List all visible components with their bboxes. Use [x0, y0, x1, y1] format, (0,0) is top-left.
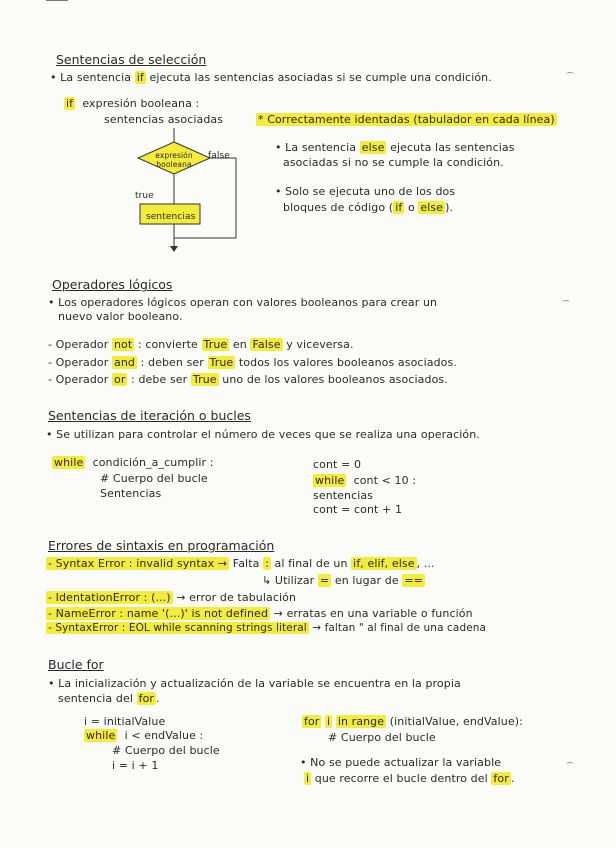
scan-artifact-line	[46, 0, 68, 1]
for-intro-cont	[58, 692, 160, 705]
text: * Correctamente identadas (tabulador en cada línea)	[258, 113, 555, 126]
else-bullet-cont: asociadas si no se cumple la condición.	[283, 156, 504, 169]
text: al final de un	[274, 557, 348, 570]
text: .	[510, 772, 515, 785]
text: .	[156, 692, 160, 705]
text: → error de tabulación	[176, 591, 297, 604]
example-increment: cont = cont + 1	[313, 503, 403, 516]
keyword-if: if	[136, 71, 144, 84]
assoc-line	[104, 113, 223, 126]
example-body: sentencias	[313, 489, 374, 502]
operadores-intro: • Los operadores lógicos operan con valores booleanos para crear un	[48, 296, 438, 309]
keyword-or: or	[113, 373, 126, 386]
for-while-body: # Cuerpo del bucle	[112, 744, 220, 757]
section-title-seleccion: Sentencias de selección	[56, 52, 207, 67]
for-init: i = initialValue	[84, 715, 166, 728]
decision-label: expresión booleana	[155, 151, 193, 169]
for-syntax	[302, 715, 523, 728]
action-label: sentencias	[146, 212, 196, 222]
for-note: • No se puede actualizar la variable	[300, 756, 502, 769]
text: cont < 10 :	[353, 474, 417, 487]
error-syntax	[46, 557, 435, 570]
text: - Operador	[48, 356, 109, 369]
value-false: False	[252, 338, 281, 351]
keyword-if: if	[66, 97, 74, 110]
error-indentation	[46, 591, 296, 604]
operator-or	[48, 373, 448, 386]
error-eol	[46, 622, 486, 635]
margin-mark	[562, 300, 570, 304]
symbol-colon: :	[265, 557, 269, 570]
while-body-comment: # Cuerpo del bucle	[100, 472, 208, 485]
text: condición_a_cumplir :	[92, 456, 214, 469]
text: : deben ser	[140, 356, 204, 369]
for-while	[84, 729, 203, 742]
section-title-bucles: Sentencias de iteración o bucles	[48, 408, 251, 423]
example-init: cont = 0	[313, 458, 362, 471]
while-syntax	[52, 456, 214, 469]
true-label: true	[135, 191, 154, 201]
bucles-intro: • Se utilizan para controlar el número de veces que se realiza una operación.	[46, 428, 480, 441]
for-body: # Cuerpo del bucle	[328, 731, 436, 744]
variable-i: i	[327, 715, 331, 728]
text: • La sentencia	[275, 141, 357, 154]
error-syntax-assign	[262, 574, 425, 587]
indent-note	[256, 113, 557, 126]
text: , ...	[416, 557, 435, 570]
operator-and	[48, 356, 457, 369]
text: en	[232, 338, 247, 351]
margin-mark	[566, 72, 574, 76]
keyword-while: while	[315, 474, 345, 487]
else-bullet	[275, 141, 515, 154]
flow-arrow-head	[170, 246, 178, 252]
keyword-for: for	[138, 692, 155, 705]
keyword-for: for	[304, 715, 320, 728]
keyword-while: while	[54, 456, 84, 469]
while-body: Sentencias	[100, 487, 162, 500]
keyword-else: else	[361, 141, 385, 154]
section-title-for: Bucle for	[48, 657, 104, 672]
section-title-operadores: Operadores lógicos	[52, 277, 173, 292]
for-while-inc: i = i + 1	[112, 759, 159, 772]
text: → faltan " al final de una cadena	[312, 622, 487, 634]
keyword-else: else	[420, 201, 444, 214]
text: : debe ser	[131, 373, 188, 386]
text: (initialValue, endValue):	[389, 715, 523, 728]
text: uno de los valores booleanos asociados.	[222, 373, 448, 386]
text: ).	[445, 201, 454, 214]
text: expresión booleana :	[82, 97, 200, 110]
text: Falta	[232, 557, 260, 570]
text: : convierte	[137, 338, 198, 351]
error-name: - SyntaxError : EOL while scanning strings literal	[48, 622, 307, 634]
text: sentencia del	[58, 692, 133, 705]
error-name: - NameError : name '(...)' is not defined	[48, 607, 269, 620]
operator-not	[48, 338, 354, 351]
error-name: - IdentationError : (...)	[48, 591, 171, 604]
text: → erratas en una variable o función	[273, 607, 473, 620]
margin-mark	[566, 762, 574, 766]
text: • La sentencia	[50, 71, 132, 84]
text: i < endValue :	[124, 729, 204, 742]
value-true: True	[209, 356, 234, 369]
text: ejecuta las sentencias asociadas si se cumple una condición.	[149, 71, 492, 84]
keyword-if: if	[395, 201, 403, 214]
for-intro: • La inicialización y actualización de la variable se encuentra en la propia	[48, 677, 461, 690]
section-title-errores: Errores de sintaxis en programación	[48, 538, 275, 553]
for-note-cont	[304, 772, 514, 785]
text: bloques de código (	[283, 201, 394, 214]
keywords-if-elif-else: if, elif, else	[353, 557, 415, 570]
seleccion-intro	[50, 71, 492, 84]
example-while	[313, 474, 416, 487]
text: en lugar de	[334, 574, 399, 587]
only-one-bullet-cont	[283, 201, 453, 214]
value-true: True	[192, 373, 217, 386]
if-syntax-line	[64, 97, 199, 110]
keyword-while: while	[86, 729, 116, 742]
symbol-double-equals: ==	[404, 574, 423, 587]
text: ↳ Utilizar	[262, 574, 315, 587]
text: - Operador	[48, 373, 109, 386]
variable-i: i	[306, 772, 310, 785]
keyword-in-range: in range	[337, 715, 385, 728]
only-one-bullet: • Solo se ejecuta uno de los dos	[275, 185, 456, 198]
text: - Operador	[48, 338, 109, 351]
operadores-intro-cont: nuevo valor booleano.	[58, 310, 183, 323]
text: o	[407, 201, 415, 214]
text: todos los valores booleanos asociados.	[238, 356, 457, 369]
symbol-equals: =	[319, 574, 330, 587]
value-true: True	[203, 338, 228, 351]
error-name	[46, 607, 473, 620]
text: ejecuta las sentencias	[390, 141, 515, 154]
text: que recorre el bucle dentro del	[314, 772, 488, 785]
false-label: false	[208, 151, 230, 161]
text: y viceversa.	[286, 338, 354, 351]
keyword-and: and	[113, 356, 135, 369]
keyword-for: for	[493, 772, 509, 785]
keyword-not: not	[113, 338, 133, 351]
error-name: - Syntax Error : invalid syntax →	[48, 557, 228, 570]
text: sentencias asociadas	[104, 113, 224, 126]
